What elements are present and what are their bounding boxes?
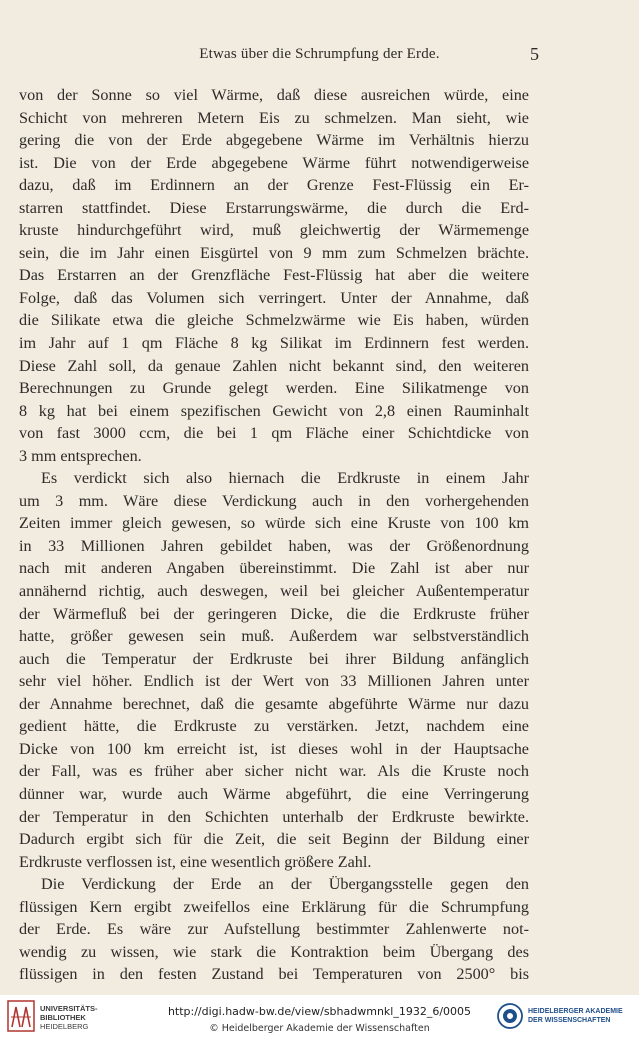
copyright-notice: © Heidelberger Akademie der Wissenschaften: [209, 1023, 430, 1034]
text-line: von fast 3000 ccm, die bei 1 qm Fläche einer Schichtdicke von: [19, 424, 529, 443]
text-line: 8 kg hat bei einem spezifischen Gewicht von 2,8 einen Rauminhalt: [19, 401, 529, 420]
text-line: der Temperatur in den Schichten unterhalb der Erdkruste bewirkte.: [19, 807, 529, 826]
text-line: Die Verdickung der Erde an der Übergangsstelle gegen den: [41, 875, 529, 894]
library-name-line-2: BIBLIOTHEK: [40, 1013, 86, 1022]
text-line: der Fall, was es früher aber sicher nicht war. Als die Kruste noch: [19, 762, 529, 781]
text-line: Berechnungen zu Grunde gelegt werden. Eine Silikatmenge von: [19, 379, 529, 398]
body-text: [19, 84, 529, 986]
text-line: der Annahme berechnet, daß die gesamte abgeführte Wärme nur dazu: [19, 694, 529, 713]
text-line: im Jahr auf 1 qm Fläche 8 kg Silikat im Erdinnern fest werden.: [19, 334, 529, 353]
text-line: annähernd richtig, auch deswegen, weil bei gleicher Außentemperatur: [19, 582, 529, 601]
text-line: flüssigen in den festen Zustand bei Temperaturen von 2500° bis: [19, 965, 529, 984]
text-line: flüssigen Kern ergibt zweifellos eine Erklärung für die Schrumpfung: [19, 897, 529, 916]
text-line: der Wärmefluß bei der geringeren Dicke, die die Erdkruste früher: [19, 604, 529, 623]
academy-name: [528, 1007, 623, 1025]
text-line: der Erde. Es wäre zur Aufstellung bestimmter Zahlenwerte not-: [19, 920, 529, 939]
footer-bar: [0, 995, 639, 1040]
page-number: 5: [530, 44, 539, 64]
text-line: nach mit anderen Angaben übereinstimmt. Die Zahl ist aber nur: [19, 559, 529, 578]
text-line: 3 mm entsprechen.: [19, 446, 142, 465]
permalink-url[interactable]: http://digi.hadw-bw.de/view/sbhadwmnkl_1932_6/0005: [167, 1005, 472, 1018]
text-line: sehr viel höher. Endlich ist der Wert von 33 Millionen Jahren unter: [19, 672, 529, 691]
running-title: Etwas über die Schrumpfung der Erde.: [199, 46, 440, 62]
text-line: ist. Die von der Erde abgegebene Wärme führt notwendigerweise: [19, 153, 529, 172]
text-line: von der Sonne so viel Wärme, daß diese ausreichen würde, eine: [19, 86, 529, 104]
text-line: Zeiten immer gleich gewesen, so würde sich eine Kruste von 100 km: [19, 514, 529, 533]
text-line: Es verdickt sich also hiernach die Erdkruste in einem Jahr: [41, 469, 529, 488]
text-line: Schicht von mehreren Metern Eis zu schmelzen. Man sieht, wie: [19, 108, 529, 127]
text-line: sein, die im Jahr einen Eisgürtel von 9 mm zum Schmelzen brächte.: [19, 243, 529, 262]
academy-logo-icon: [496, 1001, 524, 1031]
text-line: dazu, daß im Erdinnern an der Grenze Fest-Flüssig ein Er-: [19, 176, 529, 195]
text-line: Diese Zahl soll, da genaue Zahlen nicht bekannt sind, den weiteren: [19, 356, 529, 375]
academy-name-line-2: DER WISSENSCHAFTEN: [528, 1017, 611, 1024]
text-line: Das Erstarren an der Grenzfläche Fest-Flüssig hat aber die weitere: [19, 266, 529, 285]
library-name-line-3: HEIDELBERG: [40, 1022, 89, 1031]
text-line: starren stattfindet. Diese Erstarrungswärme, die durch die Erd-: [19, 198, 529, 217]
academy-name-line-1: HEIDELBERGER AKADEMIE: [528, 1008, 623, 1015]
text-line: auch die Temperatur der Erdkruste bei ihrer Bildung anfänglich: [19, 649, 529, 668]
text-line: Folge, daß das Volumen sich verringert. Unter der Annahme, daß: [19, 288, 529, 307]
text-line: gedient hätte, die Erdkruste zu verstärken. Jetzt, nachdem eine: [19, 717, 529, 736]
text-line: kruste hindurchgeführt wird, muß gleichwertig der Wärmemenge: [19, 221, 529, 240]
library-name-line-1: UNIVERSITÄTS-: [40, 1004, 98, 1013]
text-line: in 33 Millionen Jahren gebildet haben, was der Größenordnung: [19, 536, 529, 555]
text-line: um 3 mm. Wäre diese Verdickung auch in den vorhergehenden: [19, 491, 529, 510]
text-line: Erdkruste verflossen ist, eine wesentlich größere Zahl.: [19, 852, 372, 871]
text-line: dünner war, wurde auch Wärme abgeführt, die eine Verringerung: [19, 784, 529, 803]
text-line: Dadurch ergibt sich für die Zeit, die seit Beginn der Bildung einer: [19, 830, 529, 849]
text-line: hatte, größer gewesen sein muß. Außerdem war selbstverständlich: [19, 627, 529, 646]
text-line: wendig zu wissen, wie stark die Kontraktion beim Übergang des: [19, 942, 529, 961]
text-line: Dicke von 100 km erreicht ist, ist dieses wohl in der Hauptsache: [19, 739, 529, 758]
text-line: gering die von der Erde abgegebene Wärme im Verhältnis hierzu: [19, 131, 529, 150]
text-line: die Silikate etwa die gleiche Schmelzwärme wie Eis haben, würden: [19, 311, 529, 330]
